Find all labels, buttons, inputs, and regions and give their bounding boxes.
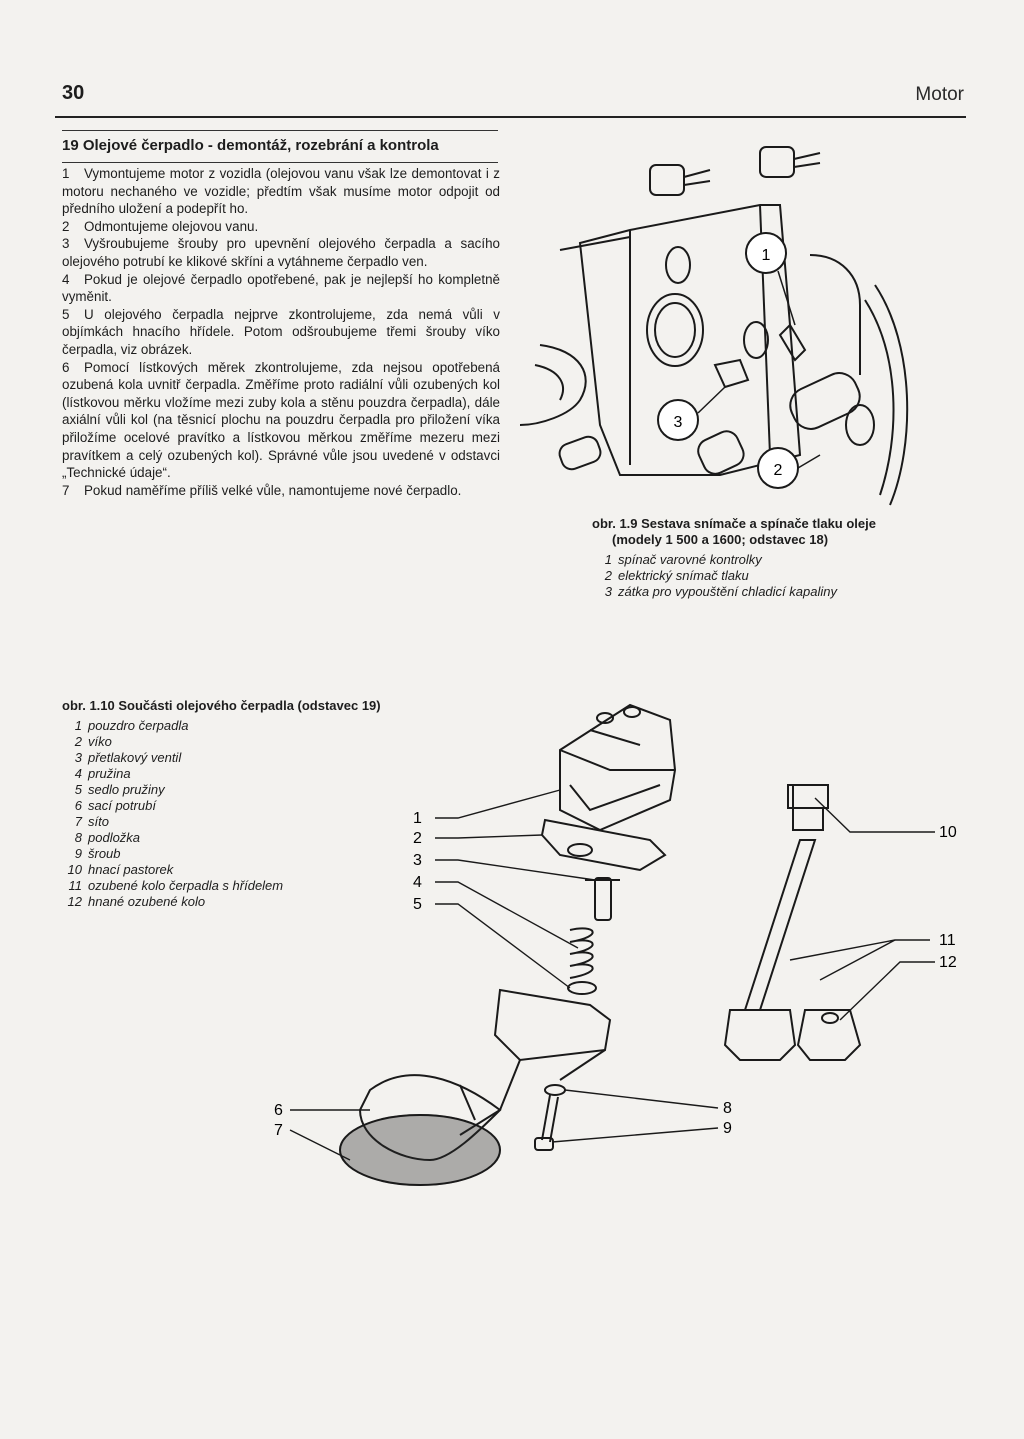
- paragraph: 4 Pokud je olejové čerpadlo opotřebené, pak je nejlepší ho kompletně vyměnit.: [62, 271, 500, 305]
- legend-item: 10 hnací pastorek: [67, 862, 174, 877]
- page-number: 30: [62, 82, 85, 104]
- callout-11: 11: [939, 932, 956, 949]
- callout-2: 2: [413, 830, 422, 847]
- callout-8: 8: [723, 1100, 732, 1117]
- callout-1-9-a: 1: [761, 247, 771, 264]
- legend-item: 9 šroub: [74, 846, 121, 861]
- paragraph: 5 U olejového čerpadla nejprve zkontrolujeme, zda nemá vůli v objímkách hnacího hřídele. Potom odšroubujeme třemi šrouby víko čerpadla, viz obrázek.: [62, 306, 500, 357]
- callout-1-9-b: 2: [773, 462, 783, 479]
- figure-1-10-drawing: [260, 690, 980, 1230]
- legend-item: 12 hnané ozubené kolo: [67, 894, 206, 909]
- legend-item: 3 zátka pro vypouštění chladicí kapaliny: [604, 584, 837, 599]
- legend-item: 5 sedlo pružiny: [74, 782, 165, 797]
- legend-item: 2 elektrický snímač tlaku: [604, 568, 749, 583]
- callout-6: 6: [274, 1102, 283, 1119]
- callout-12: 12: [939, 954, 957, 971]
- legend-item: 8 podložka: [74, 830, 141, 845]
- paragraph: 7 Pokud naměříme příliš velké vůle, namontujeme nové čerpadlo.: [62, 482, 462, 498]
- figure-1-9-caption: [592, 516, 922, 600]
- figure-1-9-drawing: [520, 125, 920, 510]
- callout-5: 5: [413, 896, 422, 913]
- running-head: Motor: [915, 84, 964, 105]
- legend-item: 6 sací potrubí: [74, 798, 156, 813]
- callout-7: 7: [274, 1122, 283, 1139]
- section-title: 19 Olejové čerpadlo - demontáž, rozebrání a kontrola: [62, 130, 498, 163]
- figure-1-9-title: obr. 1.9 Sestava snímače a spínače tlaku oleje: [592, 516, 876, 531]
- callout-1: 1: [413, 810, 422, 827]
- legend-item: 2 víko: [74, 734, 112, 749]
- callout-1-9-c: 3: [673, 414, 683, 431]
- figure-1-10-title: obr. 1.10 Součásti olejového čerpadla (odstavec 19): [62, 698, 381, 713]
- legend-item: 3 přetlakový ventil: [74, 750, 182, 765]
- header-rule: [55, 116, 966, 118]
- legend-item: 1 spínač varovné kontrolky: [604, 552, 762, 567]
- paragraph: 6 Pomocí lístkových měrek zkontrolujeme, zda nejsou opotřebená ozubená kola uvnitř čerpadla. Změříme proto radiální vůli ozubených kol (lístkovou měrku vložíme mezi zuby kola a stěnu pouzdra čerpadla), dále axiální vůli kol (na těsnicí plochu na pouzdru čerpadla pro přiložení víka přiložíme ocelové pravítko a lístkovou měrkou změříme mezeru mezi pravítkem a celý ozubených kol). Správné vůle jsou uvedené v odstavci „Technické údaje“.: [62, 359, 500, 481]
- legend-item: 4 pružina: [74, 766, 131, 781]
- paragraph: 1 Vymontujeme motor z vozidla (olejovou vanu však lze demontovat i z motoru nechaného ve vozidle; předtím však musíme motor odpojit od předního uložení a podepřít ho.: [62, 166, 500, 217]
- section-body: [62, 165, 500, 499]
- legend-item: 1 pouzdro čerpadla: [74, 718, 189, 733]
- callout-9: 9: [723, 1120, 732, 1137]
- paragraph: 3 Vyšroubujeme šrouby pro upevnění olejového čerpadla a sacího olejového potrubí ke klikové skříni a vytáhneme čerpadlo ven.: [62, 236, 500, 269]
- figure-1-9-subtitle: (modely 1 500 a 1600; odstavec 18): [612, 532, 829, 547]
- callout-3: 3: [413, 852, 422, 869]
- legend-item: 11 ozubené kolo čerpadla s hřídelem: [68, 878, 284, 893]
- callout-4: 4: [413, 874, 422, 891]
- paragraph: 2 Odmontujeme olejovou vanu.: [62, 218, 259, 234]
- callout-10: 10: [939, 824, 957, 841]
- legend-item: 7 síto: [74, 814, 109, 829]
